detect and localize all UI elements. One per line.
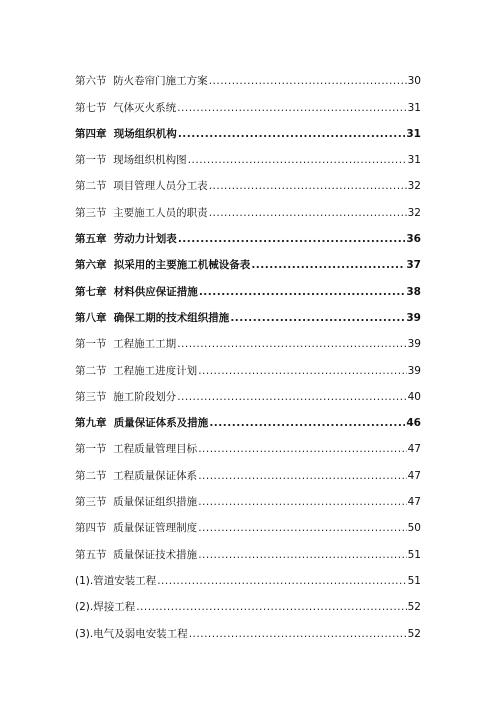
toc-entry-title: 第四节 质量保证管理制度 <box>75 522 198 535</box>
toc-dot-leader <box>136 600 406 614</box>
toc-dot-leader <box>178 127 406 141</box>
toc-dot-leader <box>198 442 406 456</box>
toc-dot-leader <box>198 364 406 378</box>
toc-entry[interactable] <box>75 430 421 456</box>
toc-entry-title: 第七章 材料供应保证措施 <box>75 285 198 298</box>
toc-entry-title: 第五节 质量保证技术措施 <box>75 548 198 561</box>
toc-entry-title: 第八章 确保工期的技术组织措施 <box>75 311 230 324</box>
toc-entry[interactable] <box>75 325 421 351</box>
toc-dot-leader <box>199 285 406 299</box>
toc-dot-leader <box>209 416 405 430</box>
toc-dot-leader <box>209 74 407 88</box>
toc-chapter-entry[interactable] <box>75 115 421 141</box>
toc-page-number: 39 <box>407 338 421 351</box>
toc-page-number: 31 <box>407 154 421 167</box>
toc-page-number: 31 <box>406 127 421 140</box>
toc-entry[interactable] <box>75 456 421 482</box>
toc-entry-title: 第九章 质量保证体系及措施 <box>75 417 209 430</box>
toc-page-number: 47 <box>407 496 421 509</box>
toc-entry[interactable] <box>75 509 421 535</box>
toc-entry[interactable] <box>75 167 421 193</box>
table-of-contents <box>75 62 421 641</box>
toc-dot-leader <box>198 521 406 535</box>
toc-entry[interactable] <box>75 614 421 640</box>
toc-page-number: 40 <box>407 390 421 403</box>
toc-page-number: 47 <box>407 443 421 456</box>
toc-dot-leader <box>157 574 406 588</box>
toc-dot-leader <box>251 258 405 272</box>
toc-page-number: 39 <box>407 364 421 377</box>
toc-page-number: 52 <box>407 601 421 614</box>
toc-dot-leader <box>177 101 406 115</box>
toc-dot-leader <box>177 337 406 351</box>
toc-entry-title: 第七节 气体灭火系统 <box>75 101 177 114</box>
toc-entry-title: 第五章 劳动力计划表 <box>75 233 177 246</box>
toc-page-number: 37 <box>406 259 421 272</box>
toc-entry-title: 第一节 工程质量管理目标 <box>75 443 198 456</box>
toc-dot-leader <box>189 627 407 641</box>
toc-entry[interactable] <box>75 562 421 588</box>
toc-dot-leader <box>177 390 406 404</box>
toc-dot-leader <box>230 311 405 325</box>
toc-dot-leader <box>198 495 406 509</box>
toc-entry[interactable] <box>75 378 421 404</box>
toc-entry[interactable] <box>75 62 421 88</box>
toc-dot-leader <box>209 206 407 220</box>
toc-entry-title: (2).焊接工程 <box>75 601 136 614</box>
toc-page-number: 47 <box>407 469 421 482</box>
toc-dot-leader <box>209 179 407 193</box>
toc-page-number: 52 <box>407 627 421 640</box>
toc-chapter-entry[interactable] <box>75 220 421 246</box>
toc-entry[interactable] <box>75 351 421 377</box>
toc-page-number: 51 <box>407 548 421 561</box>
toc-entry-title: 第一节 工程施工工期 <box>75 338 177 351</box>
toc-page-number: 32 <box>407 206 421 219</box>
toc-entry-title: 第二节 工程施工进度计划 <box>75 364 198 377</box>
toc-entry[interactable] <box>75 483 421 509</box>
toc-page-number: 31 <box>407 101 421 114</box>
toc-page-number: 32 <box>407 180 421 193</box>
toc-entry-title: 第二节 项目管理人员分工表 <box>75 180 208 193</box>
toc-page-number: 50 <box>407 522 421 535</box>
toc-page-number: 30 <box>407 75 421 88</box>
toc-entry-title: 第四章 现场组织机构 <box>75 127 177 140</box>
toc-entry-title: (3).电气及弱电安装工程 <box>75 627 188 640</box>
toc-dot-leader <box>178 232 406 246</box>
toc-entry-title: 第三节 主要施工人员的职责 <box>75 206 208 219</box>
toc-entry[interactable] <box>75 141 421 167</box>
toc-page-number: 39 <box>406 311 421 324</box>
toc-entry[interactable] <box>75 88 421 114</box>
toc-chapter-entry[interactable] <box>75 299 421 325</box>
toc-entry-title: 第二节 工程质量保证体系 <box>75 469 198 482</box>
toc-chapter-entry[interactable] <box>75 246 421 272</box>
toc-chapter-entry[interactable] <box>75 404 421 430</box>
toc-entry[interactable] <box>75 535 421 561</box>
toc-dot-leader <box>198 469 406 483</box>
toc-entry-title: 第一节 现场组织机构图 <box>75 154 187 167</box>
toc-entry-title: (1).管道安装工程 <box>75 574 157 587</box>
toc-chapter-entry[interactable] <box>75 272 421 298</box>
toc-page-number: 36 <box>406 233 421 246</box>
toc-dot-leader <box>188 153 407 167</box>
toc-dot-leader <box>198 548 406 562</box>
toc-page-number: 51 <box>407 574 421 587</box>
toc-entry[interactable] <box>75 588 421 614</box>
toc-page-number: 46 <box>406 417 421 430</box>
toc-entry[interactable] <box>75 193 421 219</box>
toc-page-number: 38 <box>406 285 421 298</box>
toc-entry-title: 第三节 质量保证组织措施 <box>75 496 198 509</box>
toc-entry-title: 第三节 施工阶段划分 <box>75 390 177 403</box>
toc-entry-title: 第六章 拟采用的主要施工机械设备表 <box>75 259 251 272</box>
toc-entry-title: 第六节 防火卷帘门施工方案 <box>75 75 208 88</box>
